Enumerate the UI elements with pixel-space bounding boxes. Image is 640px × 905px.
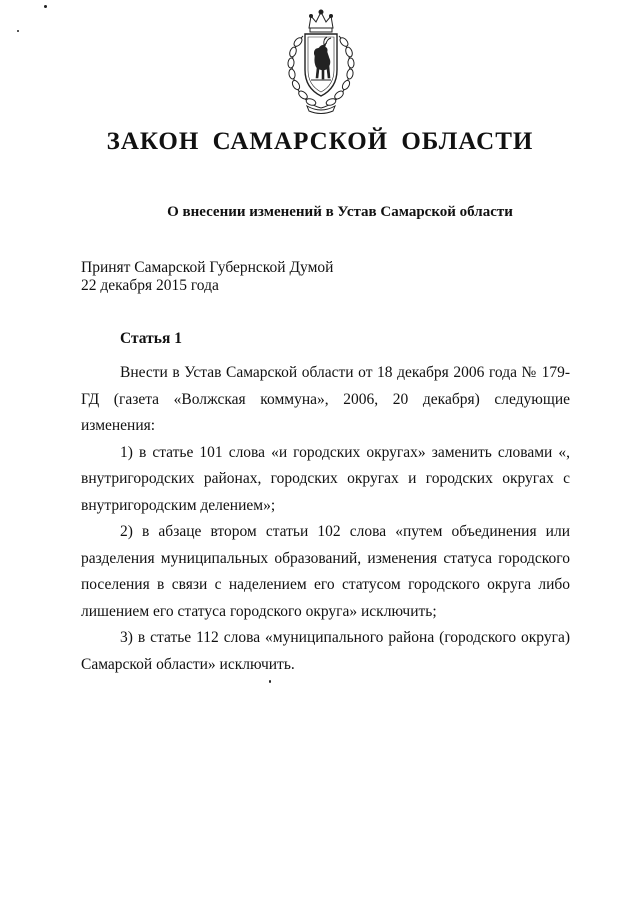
article-paragraph: 1) в статье 101 слова «и городских округах» заменить словами «, внутригородских районах, городских округах и городских округах с внутригородским делением»; — [81, 443, 570, 514]
scan-speck — [17, 30, 19, 32]
article-paragraph: 3) в статье 112 слова «муниципального района (городского округа) Самарской области» исключить. — [81, 629, 570, 673]
coat-of-arms-icon — [283, 8, 359, 114]
article-paragraph: 2) в абзаце втором статьи 102 слова «путем объединения или разделения муниципальных образований, изменения статуса городского поселения в связи с наделением его статусом городского округа либо лишением его статуса городского округа» исключить; — [81, 523, 570, 620]
adoption-body: Принят Самарской Губернской Думой — [81, 259, 334, 276]
law-subtitle: О внесении изменений в Устав Самарской области — [167, 204, 513, 220]
law-title: ЗАКОН САМАРСКОЙ ОБЛАСТИ — [106, 128, 534, 155]
article-heading: Статья 1 — [120, 330, 182, 347]
adoption-block — [81, 259, 333, 295]
article-body — [81, 360, 570, 678]
article-paragraph: Внести в Устав Самарской области от 18 декабря 2006 года № 179-ГД (газета «Волжская коммуна», 2006, 20 декабря) следующие изменения: — [81, 364, 570, 434]
scan-speck — [269, 680, 271, 683]
adoption-date: 22 декабря 2015 года — [81, 277, 219, 294]
scan-speck — [44, 5, 47, 8]
